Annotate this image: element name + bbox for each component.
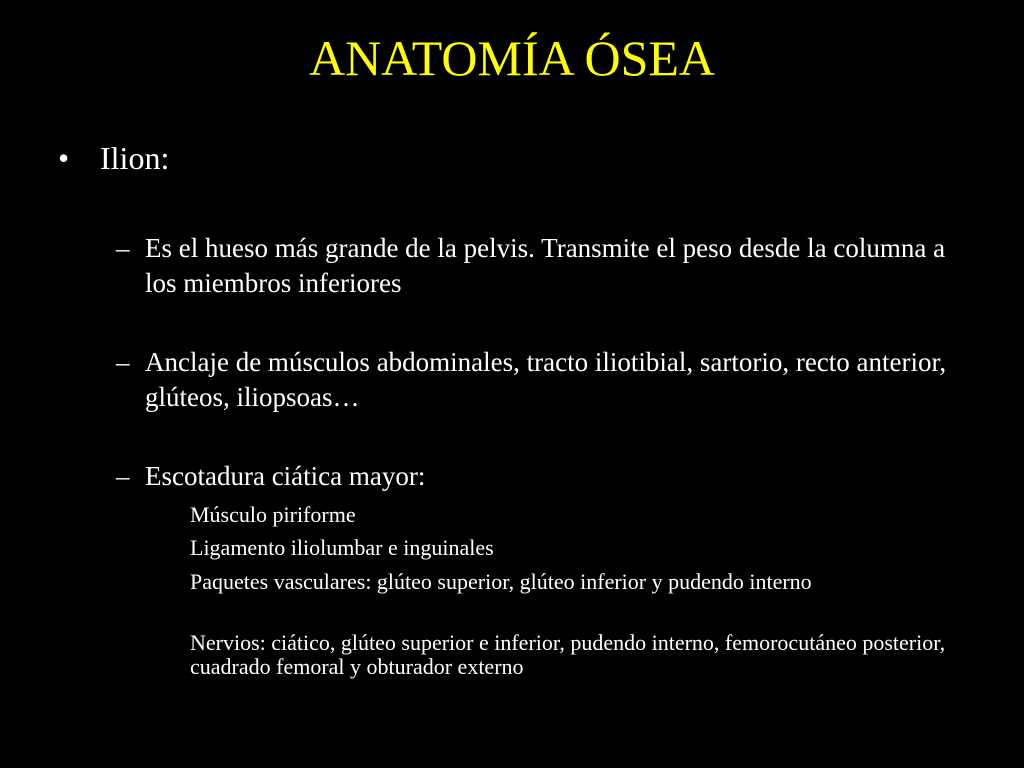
detail-piriformis: Músculo piriforme	[190, 502, 356, 527]
detail-nerves: Nervios: ciático, glúteo superior e inferior, pudendo interno, femorocutáneo posterior, cuadrado femoral y obturador externo	[190, 630, 946, 679]
subitem-text: Anclaje de músculos abdominales, tracto iliotibial, sartorio, recto anterior, glúteos, iliopsoas…	[145, 347, 947, 412]
detail-vascular: Paquetes vasculares: glúteo superior, glúteo inferior y pudendo interno	[190, 569, 812, 594]
subitem-text: Escotadura ciática mayor:	[145, 461, 426, 491]
bullet-icon: •	[58, 140, 70, 176]
dash-icon: –	[116, 233, 130, 263]
slide-title: ANATOMÍA ÓSEA	[308, 30, 716, 86]
dash-icon: –	[116, 461, 130, 491]
dash-icon: –	[116, 347, 130, 377]
detail-ligament: Ligamento iliolumbar e inguinales	[190, 535, 494, 560]
bullet-label: Ilion:	[100, 140, 170, 176]
subitem-text: Es el hueso más grande de la pelvis. Transmite el peso desde la columna a los miembros inferiores	[145, 233, 946, 298]
